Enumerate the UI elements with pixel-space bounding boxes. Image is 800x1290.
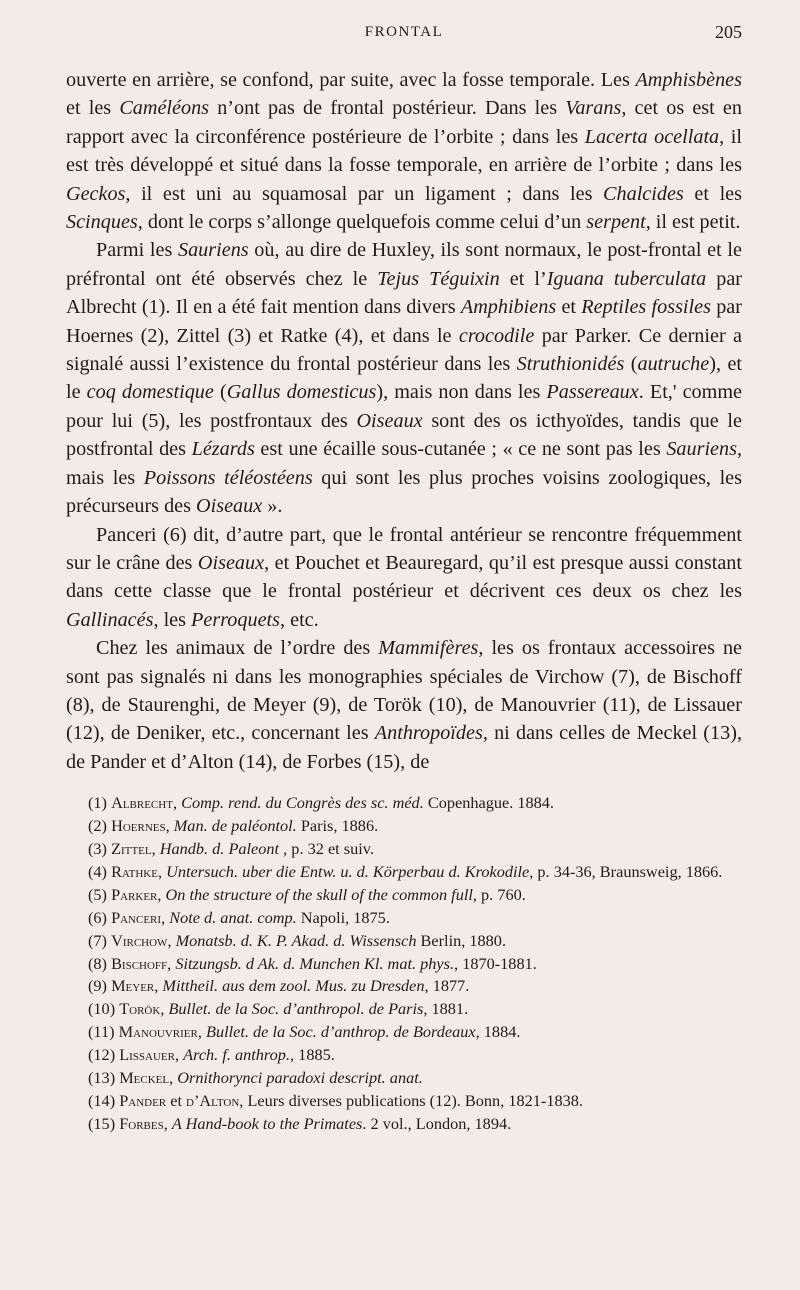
text-run: , — [165, 816, 174, 836]
text-run: et — [166, 1090, 187, 1110]
italic-text: Poissons téléostéens — [143, 466, 313, 489]
page-number: 205 — [715, 22, 742, 42]
italic-text: Perroquets — [191, 608, 281, 631]
text-run: , — [157, 884, 166, 904]
text-run: , — [157, 861, 167, 881]
italic-text: Amphibiens — [460, 296, 557, 319]
author-name: Manouvrier — [118, 1022, 198, 1042]
italic-text: Oiseaux — [356, 409, 423, 432]
italic-text: Scinques — [66, 211, 138, 234]
italic-text: Passereaux — [546, 381, 639, 404]
footnote — [66, 1021, 742, 1044]
italic-text: Geckos — [66, 182, 126, 205]
body-text — [66, 66, 742, 776]
italic-text: Anthropoïdes — [374, 722, 483, 745]
text-run: Panceri (6) dit, d’autre part, que le frontal antérieur se rencontre fréquemment sur le crâne des — [66, 523, 742, 574]
footnotes — [66, 792, 742, 1136]
text-run: (3) — [88, 838, 112, 858]
italic-text: Struthionidés — [516, 353, 625, 376]
text-run: . 2 vol., London, 1894. — [362, 1113, 512, 1133]
italic-text: Iguana tuberculata — [546, 267, 707, 290]
text-run: (9) — [88, 976, 112, 996]
italic-text: Sauriens — [666, 438, 737, 461]
text-run: , il est petit. — [645, 211, 741, 234]
text-run: (5) — [88, 884, 112, 904]
italic-text: Bullet. de la Soc. d’anthrop. de Bordeaux — [206, 1022, 476, 1042]
author-name: Virchow — [111, 930, 168, 950]
text-run: , — [151, 838, 160, 858]
italic-text: Note d. anat. comp. — [169, 907, 297, 927]
text-run: ( — [213, 381, 227, 404]
italic-text: Gallus domesticus — [226, 381, 377, 404]
footnote — [66, 838, 742, 861]
text-run: , — [169, 1068, 178, 1088]
italic-text: Reptiles fossiles — [581, 296, 711, 319]
text-run: , — [172, 793, 182, 813]
text-run: et les — [683, 182, 742, 205]
italic-text: coq domestique — [86, 381, 214, 404]
author-name: Bischoff — [111, 953, 168, 973]
italic-text: Caméléons — [119, 97, 210, 120]
text-run: (2) — [88, 816, 112, 836]
text-run: , les os frontaux accessoires ne sont pas signalés ni dans les monographies spéciales de Virchow (7), de Bischoff (8), de Staurenghi, de Meyer (9), de Torök (10), de Manouvrier (11), de Lissauer (12), de Deniker, etc., concernant les — [66, 637, 742, 745]
text-run: par Albrecht (1). Il en a été fait mention dans divers — [66, 267, 743, 319]
text-run: , p. 760. — [472, 884, 526, 904]
author-name: d’Alton — [186, 1090, 240, 1110]
text-run: , — [163, 1113, 172, 1133]
text-run: et l’ — [499, 267, 547, 290]
author-name: Hoernes — [111, 816, 166, 836]
italic-text: Mammifères — [378, 637, 479, 660]
text-run: par Parker. Ce dernier a signalé aussi l’existence du frontal postérieur dans les — [66, 324, 742, 376]
text-run: sont des os icthyoïdes, tandis que le postfrontal des — [66, 409, 742, 461]
text-run: (1) — [88, 793, 112, 813]
footnote — [66, 930, 742, 953]
text-run: (4) — [88, 861, 112, 881]
italic-text: crocodile — [458, 324, 535, 347]
text-run: , p. 32 et suiv. — [279, 838, 374, 858]
author-name: Torök — [119, 999, 161, 1019]
paragraph — [66, 521, 742, 635]
text-run: , — [167, 953, 176, 973]
author-name: Parker — [111, 884, 158, 904]
footnote — [66, 1090, 742, 1113]
text-run: ». — [262, 495, 283, 518]
author-name: Albrecht — [111, 793, 173, 813]
text-run: , mais les — [66, 438, 743, 489]
italic-text: autruche — [637, 353, 710, 376]
text-run: , dont le corps s’allonge quelquefois comme celui d’un — [137, 211, 587, 234]
author-name: Lissauer — [119, 1045, 175, 1065]
text-run: , 1881. — [423, 999, 469, 1019]
italic-text: Man. de paléontol. — [173, 816, 297, 836]
text-run: ), mais non dans les — [376, 381, 547, 404]
paragraph — [66, 66, 742, 236]
text-run: , — [197, 1022, 206, 1042]
text-run: , il est uni au squamosal par un ligament ; dans les — [125, 182, 604, 205]
footnote — [66, 998, 742, 1021]
italic-text: Lacerta ocellata — [584, 125, 720, 148]
italic-text: Varans — [565, 97, 622, 120]
text-run: , 1884. — [475, 1022, 521, 1042]
text-run: , et Pouchet et Beauregard, qu’il est presque aussi constant dans cette classe que le frontal postérieur et décrivent ces deux os chez les — [66, 551, 742, 603]
italic-text: Handb. d. Paleont — [159, 838, 280, 858]
text-run: Napoli, 1875. — [296, 907, 390, 927]
italic-text: Ornithorynci paradoxi descript. anat. — [177, 1068, 423, 1088]
author-name: Rathke — [111, 861, 158, 881]
text-run: . Et,' comme pour lui (5), les postfrontaux des — [66, 381, 742, 432]
author-name: Meyer — [111, 976, 155, 996]
paragraph — [66, 634, 742, 776]
text-run: , etc. — [280, 608, 319, 631]
italic-text: Arch. f. anthrop. — [183, 1045, 291, 1065]
text-run: et les — [66, 97, 120, 120]
text-run: est une écaille sous-cutanée ; « ce ne sont pas les — [254, 438, 667, 461]
author-name: Pander — [119, 1090, 167, 1110]
italic-text: Gallinacés — [66, 608, 154, 631]
text-run: (11) — [88, 1022, 119, 1042]
text-run: (14) — [88, 1090, 120, 1110]
italic-text: Sitzungsb. d Ak. d. Munchen Kl. mat. phys. — [175, 953, 455, 973]
italic-text: Bullet. de la Soc. d’anthropol. de Paris — [168, 999, 424, 1019]
text-run: , — [154, 976, 163, 996]
footnote — [66, 1067, 742, 1090]
italic-text: Lézards — [191, 438, 255, 461]
text-run: n’ont pas de frontal postérieur. Dans les — [209, 97, 566, 120]
author-name: Panceri — [111, 907, 162, 927]
text-run: (15) — [88, 1113, 120, 1133]
text-run: , p. 34-36, Braunsweig, 1866. — [529, 861, 723, 881]
text-run: (13) — [88, 1068, 120, 1088]
text-run: , ni dans celles de Meckel (13), de Pander et d’Alton (14), de Forbes (15), de — [66, 722, 742, 773]
footnote — [66, 1044, 742, 1067]
text-run: (7) — [88, 930, 112, 950]
text-run: où, au dire de Huxley, ils sont normaux, le post-frontal et le préfrontal ont été observés chez le — [66, 239, 742, 290]
italic-text: serpent — [586, 211, 646, 234]
text-run: , Leurs diverses publications (12). Bonn, 1821-1838. — [239, 1090, 583, 1110]
italic-text: Monatsb. d. K. P. Akad. d. Wissensch — [175, 930, 417, 950]
text-run: , 1870-1881. — [454, 953, 537, 973]
text-run: (6) — [88, 907, 112, 927]
text-run: , 1877. — [424, 976, 470, 996]
text-run: ( — [624, 353, 638, 376]
italic-text: On the structure of the skull of the common full — [165, 884, 473, 904]
text-run: (10) — [88, 999, 120, 1019]
text-run: et — [556, 296, 582, 319]
text-run: ), et le — [66, 353, 743, 404]
footnote — [66, 792, 742, 815]
italic-text: Oiseaux — [196, 495, 263, 518]
italic-text: Amphisbènes — [635, 69, 742, 91]
running-head — [66, 0, 742, 52]
footnote — [66, 953, 742, 976]
text-run: ouverte en arrière, se confond, par suite, avec la fosse temporale. Les — [66, 69, 636, 91]
text-run: , — [160, 999, 169, 1019]
author-name: Zittel — [111, 838, 152, 858]
text-run: , il est très développé et situé dans la fosse temporale, en arrière de l’orbite ; dans les — [66, 125, 743, 177]
italic-text: Tejus Téguixin — [377, 267, 500, 290]
footnote — [66, 861, 742, 884]
paragraph — [66, 236, 742, 520]
italic-text: Oiseaux — [197, 551, 265, 574]
text-run: , — [161, 907, 170, 927]
text-run: , 1885. — [290, 1045, 335, 1065]
running-title: FRONTAL — [364, 24, 444, 40]
text-run: , les — [153, 608, 192, 631]
text-run: Parmi les — [96, 239, 178, 262]
text-run: , cet os est en rapport avec la circonférence postérieure de l’orbite ; dans les — [66, 97, 742, 148]
text-run: (8) — [88, 953, 112, 973]
author-name: Forbes — [119, 1113, 164, 1133]
footnote — [66, 907, 742, 930]
author-name: Meckel — [119, 1068, 170, 1088]
italic-text: A Hand-book to the Primates — [171, 1113, 363, 1133]
text-run: Paris, 1886. — [296, 816, 379, 836]
footnote — [66, 1113, 742, 1136]
text-run: , — [167, 930, 176, 950]
text-run: Chez les animaux de l’ordre des — [96, 637, 379, 660]
italic-text: Mittheil. aus dem zool. Mus. zu Dresden — [162, 976, 425, 996]
text-run: Berlin, 1880. — [416, 930, 507, 950]
italic-text: Chalcides — [603, 182, 684, 205]
text-run: qui sont les plus proches voisins zoologiques, les précurseurs des — [66, 466, 742, 518]
text-run: Copenhague. 1884. — [423, 793, 555, 813]
text-run: par Hoernes (2), Zittel (3) et Ratke (4), et dans le — [66, 296, 742, 347]
text-run: (12) — [88, 1045, 120, 1065]
italic-text: Sauriens — [177, 239, 249, 262]
italic-text: Untersuch. uber die Entw. u. d. Körperbau d. Krokodile — [166, 861, 530, 881]
footnote — [66, 815, 742, 838]
footnote — [66, 975, 742, 998]
footnote — [66, 884, 742, 907]
text-run: , — [175, 1045, 184, 1065]
italic-text: Comp. rend. du Congrès des sc. méd. — [181, 793, 424, 813]
